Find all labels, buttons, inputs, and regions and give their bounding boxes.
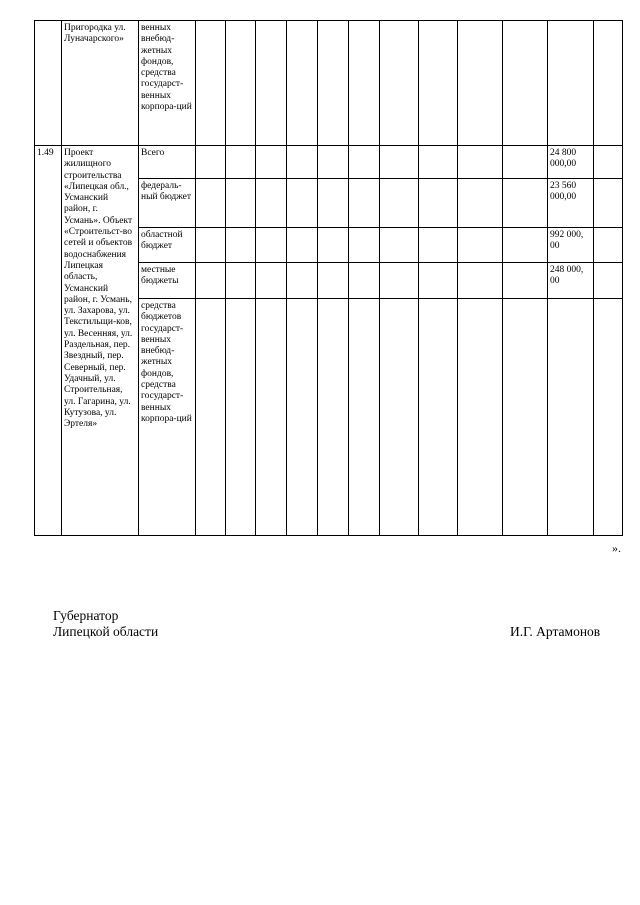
closing-quote-mark: ». xyxy=(612,541,621,555)
table-row xyxy=(35,21,623,146)
amount-cell: 248 000, 00 xyxy=(548,263,594,299)
signature-title-line: Губернатор xyxy=(53,608,119,623)
number-cell: 1.49 xyxy=(35,146,62,536)
amount-cell xyxy=(548,299,594,536)
funding-source-cell: местные бюджеты xyxy=(139,263,196,299)
project-name-cell: Пригородка ул. Луначарского» xyxy=(62,21,139,146)
signature-name: И.Г. Артамонов xyxy=(510,624,601,639)
funding-source-cell: средства бюджетов государст-венных внебюд-жетных фондов, средства государст-венных корпора-ций xyxy=(139,299,196,536)
funding-source-cell: Всего xyxy=(139,146,196,179)
program-table xyxy=(34,20,623,536)
funding-source-cell: областной бюджет xyxy=(139,228,196,263)
funding-source-cell: венных внебюд-жетных фондов, средства государст-венных корпора-ций xyxy=(139,21,196,146)
amount-cell: 992 000, 00 xyxy=(548,228,594,263)
project-name-cell: Проект жилищного строительства «Липецкая обл., Усманский район, г. Усмань». Объект «Строительст-во сетей и объектов водоснабжения Липецкая область, Усманский район, г. Усмань, ул. Захарова, ул. Текстильщи-ков, ул. Весенняя, ул. Раздельная, пер. Звездный, пер. Северный, пер. Удачный, ул. Строительная, ул. Гагарина, ул. Кутузова, ул. Эртеля» xyxy=(62,146,139,536)
number-cell xyxy=(35,21,62,146)
table-row xyxy=(35,146,623,179)
signature-title-line: Липецкой области xyxy=(53,624,159,639)
amount-cell: 24 800 000,00 xyxy=(548,146,594,179)
funding-source-cell: федераль-ный бюджет xyxy=(139,179,196,228)
amount-cell: 23 560 000,00 xyxy=(548,179,594,228)
signature-title xyxy=(53,608,158,640)
